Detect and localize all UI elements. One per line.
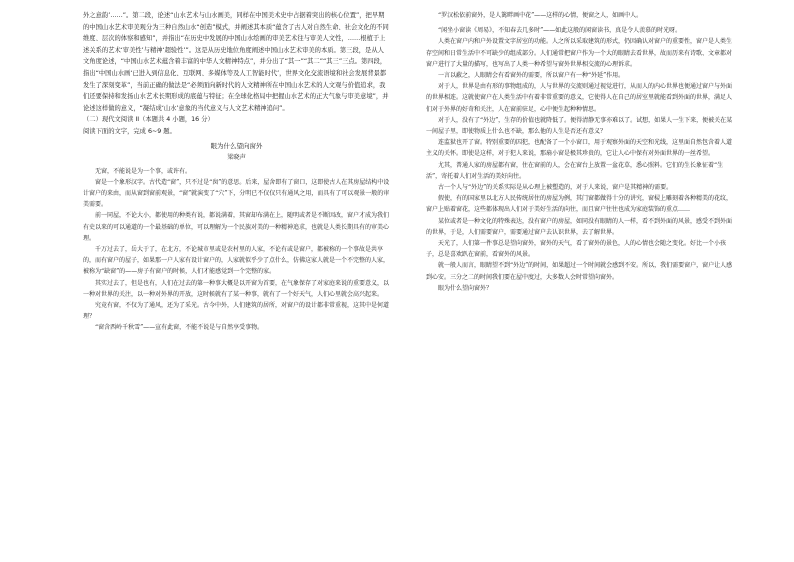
- body-paragraph: 连监狱也开了窗。特别重要的囚犯，也配备了一个小窗口，用于观察外面的天空和光线，这里面自然包含着人道主义的关怀。即使是这样，对于犯人来说，那扇小窗是极其珍贵的，它让人心中保有对外面世界的一丝希望。: [426, 139, 733, 158]
- body-paragraph: 古一个人与“外边”的关系实际是从心理上被塑造的，对于人来说，窗户是其精神的需要。: [438, 184, 673, 192]
- body-paragraph: 某位或者是一种文化的特殊表达，没有窗户的房屋，如同没有眼睛的人一样，看不到外面的风景，感受不到外面的世界，于是，人们需要窗户，需要通过窗户去认识世界，去了解世界。: [426, 217, 733, 236]
- body-paragraph: 眼为什么望向窗外？: [438, 284, 493, 292]
- body-paragraph: 无窗，不能说是为一个事，或许有。: [95, 167, 192, 175]
- body-paragraph: 尤其，普通人家的房屋都有窗，住在窗前的人，会在窗台上放置一盆花草，悉心照料。它们的生长象征着“生活”，寄托着人们对生活的美好向往。: [426, 161, 724, 180]
- left-column: [83, 0, 390, 562]
- article-author: 梁晓声: [227, 153, 246, 161]
- body-paragraph: 对于人，世界是由有形的事物组成的，人与世界的交流则通过视觉进行，从而人的内心世界也便通过窗户与外面的世界相连。这就使窗户在人类生活中有着非常重要的意义，它使得人在自己的居室里就能看到外面的世界，满足人们对于外界的好奇和关注，人在窗前驻足，心中便生起种种情思。: [426, 83, 733, 113]
- lead-paragraph: 外之意韵’……”。第二段，论述“山水艺术与山水画美，同样在中国美术史中占据着突出的核心位置”，把早期的中国山水艺术审美观分为三种自然山水“创造”模式，并阐述其本质“蕴含了古人对自然生命、社会文化的不同维度、层次的体察和感知”，并指出“在历史中发展的中国山水绘画的审美艺术往与审美人文性，……根植于上述关系的艺术‘审美性’与精神‘超验性’”。这是从历史地位角度阐述中国山水艺术审美的本质。第三段，是从人文角度论述，“中国山水艺术蕴含着丰富的中华人文精神特点”，并分出了“其一”“其二”“其三”三点。第四段，指出“中国山水画‘已进入到信息化、互联网、多媒体等及人工智能时代’，世界文化交流语境和社会发展背景都发生了深刻变革”，当前正确的做法是“必须面向新时代的人文精神所在中国山水艺术的人文观与价值追求，我们还要保持和发扬山水艺术长期形成的底蕴与特征；在全球化格局中把握山水艺术的正大气象与审美意境”，并论述这样做的意义，“凝结成‘山水’意象的当代意义与人文艺术精神追问”。: [83, 12, 389, 112]
- body-paragraph: 天光了，人们第一件事总是望向窗外，窗外的天气，看了窗外的景色，人的心情也会随之变化。好比一个小孩子，总是喜欢趴在窗前，看窗外的风景。: [426, 240, 727, 259]
- body-paragraph: 究竟有窗，不仅为了通风，还为了采光。古今中外，人们建筑的居所，对窗户的设计都非常重视，这其中是何道理？: [83, 301, 390, 321]
- body-paragraph: “窗含西岭千秋雪”——宣有此窗，不能不说是与自然享受事物。: [95, 324, 264, 332]
- body-paragraph: 前一同屋，不论大小，都使用的种类有说，都说满着，其窗却布满在上，随明或者是不断因改，窗户才成为我们有史以来的可以通道的一个最基础的单位，可以理解为一个民族对美的一种精神追求，也就是人类长期具有的审美心理。: [83, 212, 390, 242]
- body-paragraph: 窗是一个象形汉字。古代造“窗”，只不过是“囱”的意思。后来，屋舍即有了窗口，这即使古人在其房屋结构中设计窗户的来由，而从窗到窗前观景，“窗”就演变了“穴”下，分明已不仅仅只有通风之用，而具有了可以观景一般的审美需要。: [83, 178, 390, 209]
- body-paragraph: 一言以蔽之，人眼睛会有看窗外的需要，所以窗户有一种“外延”作用。: [438, 72, 625, 80]
- body-paragraph: 假使，有的国家里以北方人民传统居住的房屋为例，其门窗都做得十分的讲究，窗棂上雕刻着各种精美的花纹，窗户上贴着窗花，这些都体现出人们对于美好生活的向往，而且窗户往往也成为家庭装饰的重点……: [426, 195, 733, 214]
- body-paragraph: 就一般人而言，眼睛望不到“外边”的时间，如果超过一个时间就会感到不安。所以，我们需要窗户，窗户让人感到心安。三分之二的时间我们要在屋中度过，大多数人会时常望向窗外。: [426, 262, 733, 281]
- body-paragraph: 人类在窗户内和户外设置文字居室的功能。人之所以采取建筑的形式，仍因确认对窗户的重要性，窗户是人类生存空间和日常生活中不可缺少的组成部分。人们通常把窗户作为一个大的眼睛去看世界，故而历来有诗歌、文章都对窗户进行了大量的描写，也写出了人类一种希望与窗外世界相交流的心理诉求。: [426, 38, 733, 68]
- body-paragraph: 对于人，没有了“外边”，生存的价值也就降低了。便得清静无事亦难以了。试想，如果人一生下来，便被关在某一间屋子里，即使物质上什么也不缺，那么他的人生是否还有意义？: [426, 116, 733, 136]
- body-paragraph: 千万过去了，岳大于了，在北方，不论城市里或是农村里的人家，不论有或是窗户，都被称的一个事故是共享的，而有窗户的屋子，如果那一户人家有设计窗户的，人家就似乎少了点什么，仿佛这家人就是一个不完整的人家，被称为“缺窗”的——房子有窗户的时候，人们才能感觉到一个完整的家。: [83, 245, 390, 276]
- section-heading: （二）现代文阅读 II（本题共 4 小题，16 分）: [83, 116, 214, 124]
- body-paragraph: “罗汉松依前窗外，是人篱畔画中花”——这样的心情，便窗之人，如画中人。: [438, 12, 643, 19]
- body-paragraph: 其实过去了，但是也有，人们在过去的第一种事大概是以开窗为首要，在气象保存了对家庭来说的重要意义，以一种对世界的关注，以一种对外界的开放，这时候就有了某一种事，就有了一个好天气，人们心里就会高兴起来。: [83, 279, 390, 298]
- article-title: 眼为什么望向窗外: [210, 141, 263, 150]
- right-column: [426, 0, 736, 562]
- instruction: 阅读下面的文字，完成 6~9 题。: [83, 127, 176, 135]
- body-paragraph: “闲坐小窗读《周易》，不知春去几多时”——如此这般的闲窗读书，真是令人羡慕的时光呀。: [438, 27, 682, 35]
